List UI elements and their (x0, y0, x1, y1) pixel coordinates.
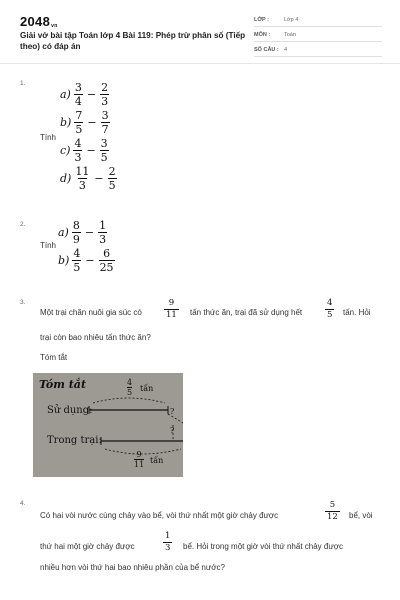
meta-key: MÔN : (254, 32, 271, 38)
fraction (72, 248, 81, 273)
numerator: 1 (99, 218, 107, 232)
denominator: 5 (327, 309, 333, 320)
meta-key: LỚP : (254, 17, 269, 23)
page-header (0, 0, 400, 64)
meta-value: Toán (284, 32, 296, 38)
question-4-text-line3: nhiều hơn vòi thứ hai bao nhiêu phần của bể nước? (40, 563, 225, 572)
figure-total-unit: tấn (150, 456, 164, 465)
figure-total-label: Trong trại: (47, 435, 102, 446)
summary-label: Tóm tắt (40, 353, 68, 362)
logo-text: 2048 (20, 14, 51, 29)
site-logo[interactable] (20, 14, 58, 29)
numerator: 4 (73, 246, 81, 260)
minus-sign: − (86, 87, 97, 101)
expression-2a (58, 220, 109, 244)
numerator: 4 (74, 136, 82, 150)
figure-used-unit: tấn (140, 384, 154, 393)
item-label: a) (58, 225, 69, 239)
fraction (74, 82, 83, 107)
fraction-used-food (325, 299, 334, 319)
minus-sign: − (94, 171, 104, 185)
numerator: 9 (168, 298, 175, 308)
denominator: 3 (165, 542, 171, 553)
question-3-text-line2: trại còn bao nhiêu tấn thức ăn? (40, 333, 151, 342)
numerator: 5 (329, 500, 336, 510)
expression-1b (60, 110, 112, 134)
question-3-text-end: tấn. Hỏi (343, 308, 371, 317)
numerator: 2 (101, 80, 109, 94)
denominator: 5 (108, 178, 116, 192)
meta-value: Lớp 4 (284, 17, 299, 23)
question-4-number: 4. (20, 500, 26, 507)
fraction (72, 220, 81, 245)
numerator: 3 (74, 80, 82, 94)
numerator: 11 (75, 164, 90, 178)
denominator: 9 (72, 232, 80, 246)
denominator: 5 (100, 150, 108, 164)
minus-sign: − (86, 143, 96, 157)
denominator: 5 (73, 260, 81, 274)
minus-sign: − (84, 225, 95, 239)
question-1-instruction: Tính (40, 133, 57, 142)
figure-total-fraction (134, 451, 144, 469)
figure-used-fraction (127, 379, 132, 397)
denominator: 5 (127, 388, 133, 397)
item-label: d) (60, 171, 72, 185)
numerator: 7 (75, 108, 83, 122)
question-4-text-line1: Có hai vòi nước cùng chảy vào bể, vòi thứ nhất một giờ chảy được (40, 511, 279, 520)
question-4-text-line2: thứ hai một giờ chảy được (40, 542, 135, 551)
denominator: 11 (166, 309, 177, 320)
denominator: 3 (74, 150, 82, 164)
fraction (99, 248, 115, 273)
numerator: 3 (101, 108, 109, 122)
question-3-text-mid: tấn thức ăn, trại đã sử dụng hết (190, 308, 303, 317)
fraction (74, 166, 90, 191)
expression-2b (58, 248, 117, 272)
expression-1d (60, 166, 119, 190)
figure-question-mark: ? (170, 407, 175, 416)
denominator: 3 (99, 232, 107, 246)
fraction (73, 138, 82, 163)
question-1-number: 1. (20, 80, 26, 87)
question-4-text-line2-end: bể. Hỏi trong một giờ vòi thứ nhất chảy được (183, 542, 343, 551)
question-2-instruction: Tính (40, 241, 57, 250)
figure-title: Tóm tắt (39, 378, 87, 391)
figure-question-mark: ? (170, 426, 175, 435)
fraction (74, 110, 83, 135)
numerator: 1 (165, 531, 171, 541)
minus-sign: − (87, 115, 97, 129)
expression-1c (60, 138, 111, 162)
denominator: 5 (75, 122, 83, 136)
fraction-tap-2 (163, 532, 172, 552)
fraction-tap-1 (325, 501, 340, 521)
item-label: b) (60, 115, 72, 129)
numerator: 9 (136, 450, 142, 459)
summary-diagram-image (33, 373, 183, 477)
numerator: 2 (108, 164, 116, 178)
denominator: 25 (99, 260, 114, 274)
question-4-text-line1-end: bể, vòi (349, 511, 373, 520)
fraction (101, 110, 110, 135)
numerator: 3 (100, 136, 108, 150)
meta-key: SỐ CÂU : (254, 47, 279, 53)
numerator: 4 (327, 298, 333, 308)
question-3-number: 3. (20, 299, 26, 306)
fraction (100, 82, 109, 107)
fraction (100, 138, 109, 163)
logo-suffix: vn (51, 23, 58, 29)
page-title: Giải vở bài tập Toán lớp 4 Bài 119: Phép trừ phân số (Tiếp theo) có đáp án (20, 31, 246, 51)
meta-row-count (254, 44, 382, 57)
denominator: 3 (101, 94, 109, 108)
item-label: b) (58, 253, 70, 267)
expression-1a (60, 82, 111, 106)
denominator: 11 (134, 460, 145, 469)
fraction-total-food (164, 299, 179, 319)
denominator: 3 (78, 178, 86, 192)
denominator: 4 (74, 94, 82, 108)
numerator: 8 (72, 218, 80, 232)
question-3-text-start: Một trại chăn nuôi gia súc có (40, 308, 142, 317)
meta-row-subject (254, 29, 382, 42)
question-2-number: 2. (20, 221, 26, 228)
item-label: c) (60, 143, 71, 157)
minus-sign: − (85, 253, 95, 267)
meta-row-class (254, 14, 382, 27)
meta-value: 4 (284, 47, 288, 53)
numerator: 6 (103, 246, 111, 260)
fraction (98, 220, 107, 245)
fraction (108, 166, 117, 191)
denominator: 12 (327, 511, 338, 522)
denominator: 7 (101, 122, 109, 136)
figure-used-label: Sử dụng: (47, 405, 93, 416)
numerator: 4 (127, 378, 133, 387)
item-label: a) (60, 87, 71, 101)
